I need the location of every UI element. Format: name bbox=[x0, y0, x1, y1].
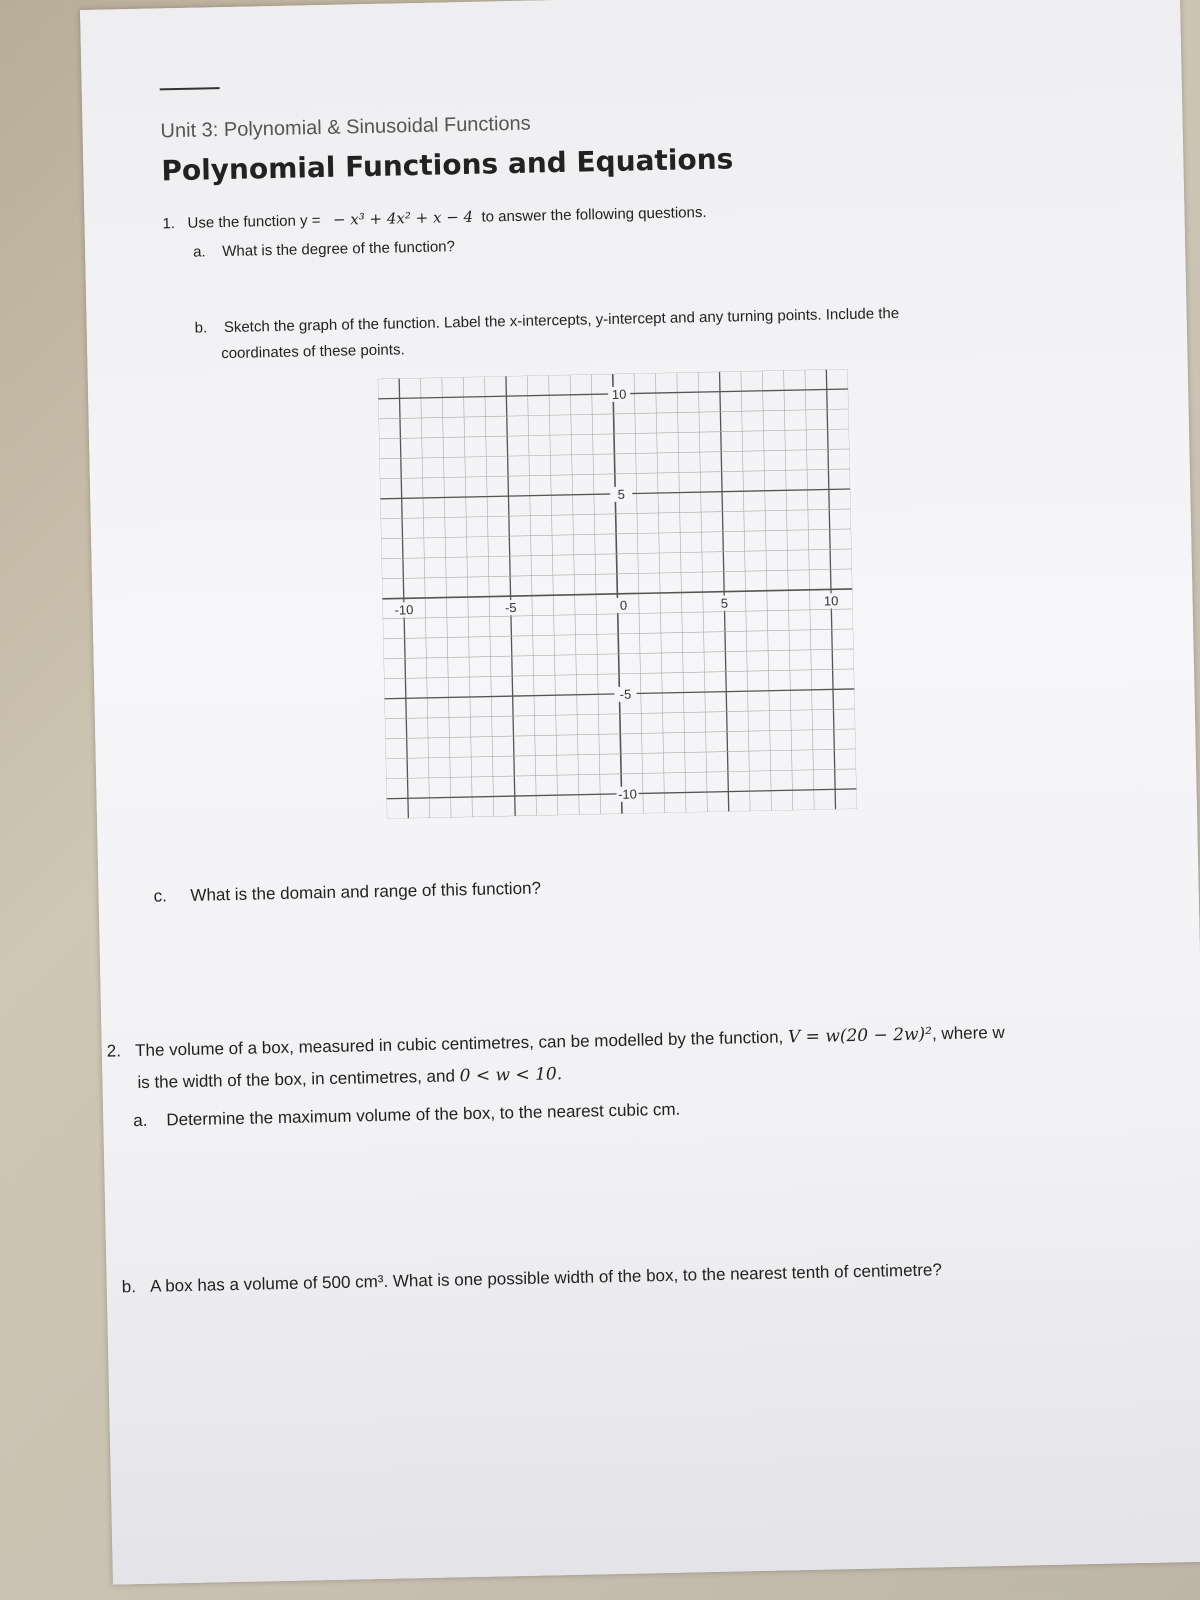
q2a-text: Determine the maximum volume of the box, to the nearest cubic cm. bbox=[166, 1099, 681, 1130]
q2-formula: V = w(20 − 2w)² bbox=[787, 1024, 933, 1048]
q1a-text: What is the degree of the function? bbox=[222, 238, 456, 261]
q1-suffix: to answer the following questions. bbox=[481, 203, 707, 226]
q2a-label: a. bbox=[133, 1110, 148, 1131]
q2a-line bbox=[133, 1100, 680, 1131]
q2b-label: b. bbox=[121, 1277, 137, 1297]
q2b-line bbox=[122, 1255, 1200, 1298]
page-title: Polynomial Functions and Equations bbox=[161, 142, 734, 188]
q1-prefix: Use the function y = bbox=[187, 212, 321, 232]
q1-function: − x³ + 4x² + x − 4 bbox=[332, 207, 474, 229]
x-tick-label: -10 bbox=[394, 602, 414, 618]
q2b-text: A box has a volume of 500 cm³. What is one possible width of the box, to the nearest tenth of centimetre? bbox=[149, 1260, 943, 1296]
q2-line1 bbox=[107, 1019, 1187, 1062]
y-tick-label: -5 bbox=[619, 686, 632, 702]
q2-number: 2. bbox=[106, 1041, 122, 1061]
x-tick-label: 0 bbox=[619, 597, 628, 613]
y-tick-label: 10 bbox=[611, 386, 627, 402]
q1b-label: b. bbox=[194, 319, 208, 337]
y-tick-label: -10 bbox=[617, 786, 638, 802]
grid-lines bbox=[378, 369, 857, 819]
q1-number: 1. bbox=[162, 215, 176, 233]
x-tick-label: 5 bbox=[720, 595, 729, 611]
q1c-line bbox=[153, 879, 541, 907]
q2-text1: The volume of a box, measured in cubic centimetres, can be modelled by the function, bbox=[134, 1027, 784, 1061]
x-tick-label: -5 bbox=[504, 599, 517, 616]
q2-line2 bbox=[137, 1064, 562, 1093]
q1b-line bbox=[195, 302, 1035, 337]
unit-heading: Unit 3: Polynomial & Sinusoidal Functions bbox=[160, 112, 531, 143]
coordinate-grid bbox=[378, 369, 857, 819]
top-rule bbox=[160, 87, 220, 90]
q1a-label: a. bbox=[192, 243, 206, 261]
q1b-text: Sketch the graph of the function. Label the x-intercepts, y-intercept and any turning points. Include the bbox=[223, 304, 900, 337]
x-tick-label: 10 bbox=[823, 593, 839, 609]
q1c-label: c. bbox=[153, 886, 168, 906]
q2-constraint: 0 < w < 10. bbox=[459, 1064, 563, 1087]
q1c-text: What is the domain and range of this function? bbox=[190, 878, 542, 905]
q2-text1b: , where w bbox=[931, 1022, 1005, 1044]
y-tick-label: 5 bbox=[617, 486, 626, 502]
q1-line bbox=[162, 203, 706, 232]
worksheet-page bbox=[80, 0, 1200, 1585]
q1b-text2: coordinates of these points. bbox=[221, 341, 405, 363]
q1a-line bbox=[193, 238, 455, 260]
q2-text2: is the width of the box, in centimetres, and bbox=[137, 1066, 456, 1093]
